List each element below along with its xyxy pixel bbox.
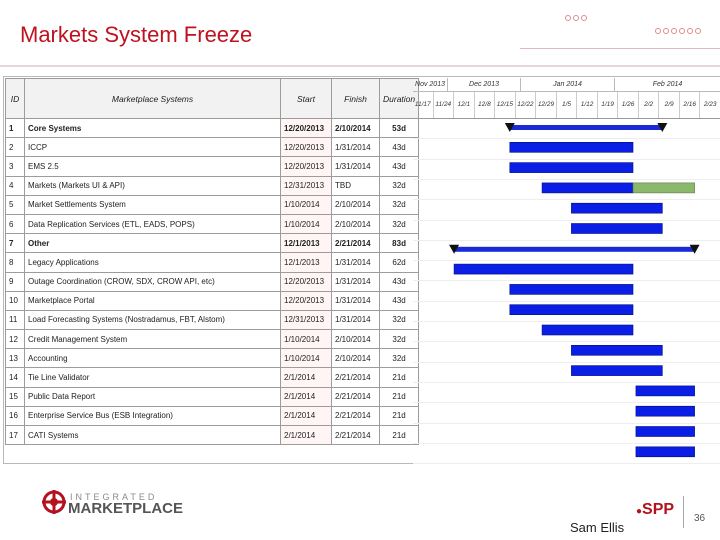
gantt-chart xyxy=(3,76,720,466)
gantt-row xyxy=(6,291,419,310)
timeline-month: Nov 2013 xyxy=(413,78,448,91)
row-name: Tie Line Validator xyxy=(25,368,281,387)
row-id: 9 xyxy=(6,272,25,291)
row-name: Markets (Markets UI & API) xyxy=(25,176,281,195)
row-finish: 2/21/2014 xyxy=(332,387,380,406)
spp-logo: ●SPP xyxy=(636,501,675,518)
row-id: 8 xyxy=(6,253,25,272)
row-start: 1/10/2014 xyxy=(281,195,332,214)
row-finish: 2/10/2014 xyxy=(332,195,380,214)
row-start: 12/1/2013 xyxy=(281,253,332,272)
integrated-marketplace-logo xyxy=(42,490,66,519)
timeline-row-divider xyxy=(413,423,720,424)
row-id: 2 xyxy=(6,138,25,157)
timeline-row-divider xyxy=(413,402,720,403)
task-bar xyxy=(636,386,695,396)
row-duration: 21d xyxy=(380,387,419,406)
row-finish: 2/10/2014 xyxy=(332,119,380,138)
timeline-month: Dec 2013 xyxy=(448,78,521,91)
row-duration: 43d xyxy=(380,291,419,310)
row-duration: 32d xyxy=(380,176,419,195)
timeline-row-divider xyxy=(413,199,720,200)
row-id: 13 xyxy=(6,349,25,368)
task-bar-tbd-extension xyxy=(633,183,695,193)
timeline-week: 12/15 xyxy=(495,92,516,118)
timeline-week: 1/5 xyxy=(557,92,578,118)
presenter-name: Sam Ellis xyxy=(570,520,625,535)
row-finish: 1/31/2014 xyxy=(332,272,380,291)
gantt-timeline xyxy=(413,78,720,464)
timeline-row-divider xyxy=(413,260,720,261)
row-finish: 1/31/2014 xyxy=(332,291,380,310)
gantt-row xyxy=(6,310,419,329)
timeline-row-divider xyxy=(413,138,720,139)
slide-title: Markets System Freeze xyxy=(20,22,253,47)
row-finish: 1/31/2014 xyxy=(332,138,380,157)
row-duration: 32d xyxy=(380,349,419,368)
row-name: Enterprise Service Bus (ESB Integration) xyxy=(25,406,281,425)
row-id: 4 xyxy=(6,176,25,195)
row-start: 2/1/2014 xyxy=(281,406,332,425)
gantt-row xyxy=(6,272,419,291)
task-bar xyxy=(542,325,633,335)
gantt-row xyxy=(6,119,419,138)
row-duration: 43d xyxy=(380,157,419,176)
row-id: 1 xyxy=(6,119,25,138)
row-id: 3 xyxy=(6,157,25,176)
row-start: 12/31/2013 xyxy=(281,176,332,195)
gantt-table xyxy=(5,78,419,445)
timeline-week: 12/1 xyxy=(454,92,475,118)
decorative-dots-top xyxy=(565,15,587,21)
timeline-week: 1/19 xyxy=(598,92,619,118)
timeline-row-divider xyxy=(413,240,720,241)
logo-mark-icon xyxy=(42,490,66,514)
summary-bar xyxy=(454,247,695,252)
task-bar xyxy=(571,345,662,355)
row-id: 6 xyxy=(6,214,25,233)
timeline-week: 11/17 xyxy=(413,92,434,118)
timeline-row-divider xyxy=(413,179,720,180)
row-finish: 1/31/2014 xyxy=(332,310,380,329)
row-name: Public Data Report xyxy=(25,387,281,406)
row-id: 17 xyxy=(6,426,25,445)
gantt-bars xyxy=(413,78,720,464)
row-duration: 21d xyxy=(380,368,419,387)
row-duration: 83d xyxy=(380,234,419,253)
row-id: 5 xyxy=(6,195,25,214)
task-bar xyxy=(636,447,695,457)
row-start: 2/1/2014 xyxy=(281,387,332,406)
row-duration: 62d xyxy=(380,253,419,272)
header-name: Marketplace Systems xyxy=(25,79,281,119)
task-bar xyxy=(510,305,633,315)
header-id: ID xyxy=(6,79,25,119)
row-name: Marketplace Portal xyxy=(25,291,281,310)
header-duration: Duration xyxy=(380,79,419,119)
timeline-month: Feb 2014 xyxy=(615,78,720,91)
task-bar xyxy=(571,203,662,213)
row-start: 1/10/2014 xyxy=(281,214,332,233)
row-id: 10 xyxy=(6,291,25,310)
header-start: Start xyxy=(281,79,332,119)
row-start: 12/20/2013 xyxy=(281,272,332,291)
gantt-row xyxy=(6,330,419,349)
task-bar xyxy=(510,284,633,294)
row-duration: 32d xyxy=(380,214,419,233)
gantt-row xyxy=(6,368,419,387)
row-start: 12/31/2013 xyxy=(281,310,332,329)
row-id: 16 xyxy=(6,406,25,425)
gantt-row xyxy=(6,349,419,368)
row-finish: 2/10/2014 xyxy=(332,330,380,349)
page-number: 36 xyxy=(694,513,706,524)
gantt-row xyxy=(6,406,419,425)
timeline-row-divider xyxy=(413,341,720,342)
timeline-week: 2/23 xyxy=(700,92,720,118)
row-start: 12/20/2013 xyxy=(281,291,332,310)
row-id: 12 xyxy=(6,330,25,349)
timeline-row-divider xyxy=(413,463,720,464)
row-name: EMS 2.5 xyxy=(25,157,281,176)
row-finish: TBD xyxy=(332,176,380,195)
gantt-row xyxy=(6,214,419,233)
row-start: 2/1/2014 xyxy=(281,368,332,387)
row-start: 12/1/2013 xyxy=(281,234,332,253)
timeline-row-divider xyxy=(413,321,720,322)
timeline-row-divider xyxy=(413,159,720,160)
gantt-row xyxy=(6,176,419,195)
row-name: Outage Coordination (CROW, SDX, CROW API, etc) xyxy=(25,272,281,291)
logo-line2: MARKETPLACE xyxy=(68,500,183,517)
gantt-header-row xyxy=(6,79,419,119)
gantt-row xyxy=(6,234,419,253)
gantt-row xyxy=(6,138,419,157)
row-start: 2/1/2014 xyxy=(281,426,332,445)
decorative-dots-right xyxy=(655,28,701,34)
gantt-row xyxy=(6,195,419,214)
timeline-week: 2/2 xyxy=(639,92,660,118)
logo-line1: INTEGRATED xyxy=(70,492,158,502)
task-bar xyxy=(571,224,662,234)
row-finish: 1/31/2014 xyxy=(332,253,380,272)
row-duration: 32d xyxy=(380,195,419,214)
gantt-row xyxy=(6,426,419,445)
gantt-row xyxy=(6,387,419,406)
timeline-week: 12/29 xyxy=(536,92,557,118)
timeline-row-divider xyxy=(413,280,720,281)
row-name: Accounting xyxy=(25,349,281,368)
row-finish: 2/10/2014 xyxy=(332,349,380,368)
row-id: 11 xyxy=(6,310,25,329)
row-name: Market Settlements System xyxy=(25,195,281,214)
row-start: 12/20/2013 xyxy=(281,138,332,157)
header-rule xyxy=(0,65,720,67)
timeline-row-divider xyxy=(413,220,720,221)
header-finish: Finish xyxy=(332,79,380,119)
task-bar xyxy=(636,406,695,416)
row-finish: 2/21/2014 xyxy=(332,426,380,445)
header-rule-short xyxy=(520,48,720,49)
timeline-row-divider xyxy=(413,382,720,383)
row-finish: 2/21/2014 xyxy=(332,234,380,253)
row-finish: 2/21/2014 xyxy=(332,406,380,425)
row-start: 12/20/2013 xyxy=(281,157,332,176)
row-name: CATI Systems xyxy=(25,426,281,445)
row-duration: 21d xyxy=(380,406,419,425)
row-duration: 43d xyxy=(380,138,419,157)
gantt-row xyxy=(6,253,419,272)
timeline-week: 2/9 xyxy=(659,92,680,118)
timeline-week: 2/16 xyxy=(680,92,701,118)
row-name: Load Forecasting Systems (Nostradamus, FBT, Alstom) xyxy=(25,310,281,329)
footer-divider xyxy=(683,496,684,528)
summary-bar xyxy=(510,125,663,130)
row-name: Data Replication Services (ETL, EADS, POPS) xyxy=(25,214,281,233)
timeline-row-divider xyxy=(413,362,720,363)
timeline-week: 1/26 xyxy=(618,92,639,118)
task-bar xyxy=(636,427,695,437)
timeline-week: 1/12 xyxy=(577,92,598,118)
row-start: 1/10/2014 xyxy=(281,330,332,349)
row-name: Other xyxy=(25,234,281,253)
task-bar xyxy=(571,366,662,376)
row-id: 7 xyxy=(6,234,25,253)
row-duration: 53d xyxy=(380,119,419,138)
row-id: 15 xyxy=(6,387,25,406)
row-duration: 21d xyxy=(380,426,419,445)
row-start: 1/10/2014 xyxy=(281,349,332,368)
row-duration: 32d xyxy=(380,310,419,329)
timeline-week: 12/22 xyxy=(516,92,537,118)
task-bar xyxy=(510,163,633,173)
timeline-row-divider xyxy=(413,301,720,302)
row-name: Credit Management System xyxy=(25,330,281,349)
timeline-week: 12/8 xyxy=(475,92,496,118)
row-name: ICCP xyxy=(25,138,281,157)
row-finish: 2/21/2014 xyxy=(332,368,380,387)
timeline-week: 11/24 xyxy=(434,92,455,118)
row-duration: 32d xyxy=(380,330,419,349)
timeline-month: Jan 2014 xyxy=(521,78,615,91)
row-finish: 1/31/2014 xyxy=(332,157,380,176)
row-finish: 2/10/2014 xyxy=(332,214,380,233)
row-id: 14 xyxy=(6,368,25,387)
gantt-row xyxy=(6,157,419,176)
task-bar xyxy=(454,264,633,274)
timeline-row-divider xyxy=(413,443,720,444)
row-name: Core Systems xyxy=(25,119,281,138)
task-bar xyxy=(510,142,633,152)
task-bar xyxy=(542,183,633,193)
row-start: 12/20/2013 xyxy=(281,119,332,138)
row-name: Legacy Applications xyxy=(25,253,281,272)
row-duration: 43d xyxy=(380,272,419,291)
